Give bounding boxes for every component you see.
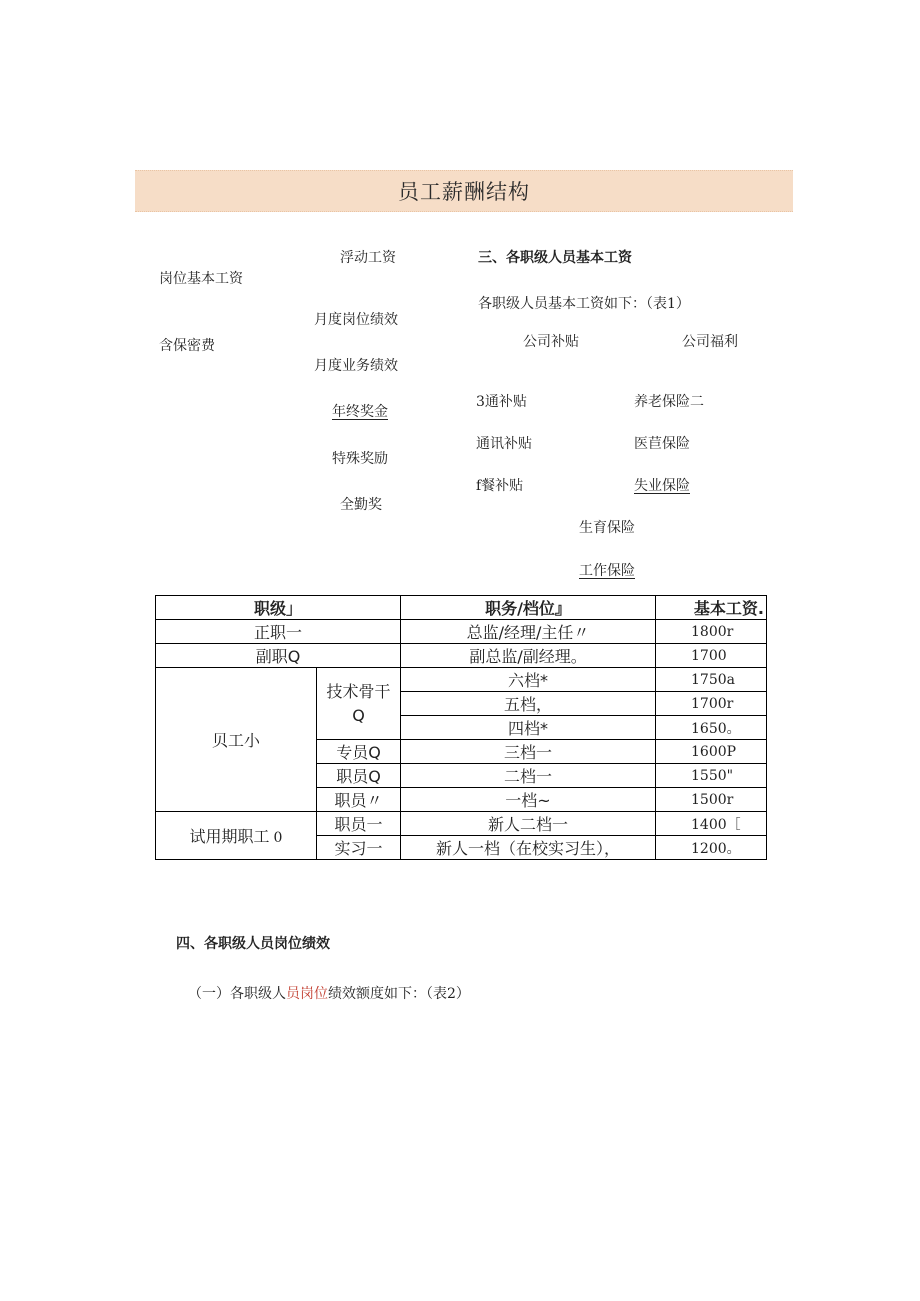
- trial-group-cell: [156, 812, 317, 860]
- salary-cell: 1700: [656, 644, 767, 668]
- position-cell: 五档，: [401, 692, 656, 716]
- header-position: 职务/档位』: [401, 596, 656, 620]
- tech-backbone-cell: 技术骨干Q: [317, 668, 401, 740]
- position-cell: 三档一: [401, 740, 656, 764]
- section-3-heading: 三、各职级人员基本工资: [478, 250, 632, 266]
- floating-salary-heading: 浮动工资: [340, 250, 396, 266]
- welfare-item: 医苣保险: [634, 436, 690, 452]
- salary-cell: 1550": [656, 764, 767, 788]
- rank-cell: 正职一: [156, 620, 401, 644]
- confidentiality-fee-label: 含保密费: [159, 338, 215, 354]
- position-cell: 新人二档一: [401, 812, 656, 836]
- salary-cell: 1600P: [656, 740, 767, 764]
- position-cell: 一档~: [401, 788, 656, 812]
- position-cell: 新人一档（在校实习生），: [401, 836, 656, 860]
- sub-rank-cell: 实习一: [317, 836, 401, 860]
- welfare-item: 养老保险二: [634, 394, 704, 410]
- attendance-bonus: 全勤奖: [340, 497, 382, 513]
- allowance-item: f餐补贴: [476, 478, 524, 494]
- header-rank: 职级」: [156, 596, 401, 620]
- sub-rank-cell: 专员Q: [317, 740, 401, 764]
- welfare-item: 失业保险: [634, 478, 690, 494]
- salary-cell: 1800r: [656, 620, 767, 644]
- table-row: [156, 668, 767, 692]
- salary-cell: 1200。: [656, 836, 767, 860]
- intro-text: （一）各职级人: [188, 986, 286, 1002]
- sub-rank-cell: 职员一: [317, 812, 401, 836]
- welfare-heading: 公司福利: [682, 334, 738, 350]
- allowance-heading: 公司补贴: [523, 334, 579, 350]
- salary-cell: 1500r: [656, 788, 767, 812]
- monthly-post-performance: 月度岗位绩效: [314, 312, 398, 328]
- staff-group-cell: 贝工小: [156, 668, 317, 812]
- year-end-bonus: 年终奖金: [332, 404, 388, 420]
- base-salary-table: [155, 595, 767, 860]
- section-3-intro: 各职级人员基本工资如下：（表1）: [478, 296, 690, 312]
- base-salary-label: 岗位基本工资: [159, 271, 243, 287]
- allowance-item: 3通补贴: [476, 394, 527, 410]
- rank-cell: 副职Q: [156, 644, 401, 668]
- position-cell: 六档*: [401, 668, 656, 692]
- salary-cell: 1650。: [656, 716, 767, 740]
- position-cell: 总监/经理/主任〃: [401, 620, 656, 644]
- position-cell: 四档*: [401, 716, 656, 740]
- sub-rank-cell: 职员〃: [317, 788, 401, 812]
- monthly-business-performance: 月度业务绩效: [314, 358, 398, 374]
- intro-text: 绩效额度如下：（表2）: [328, 986, 470, 1002]
- intro-highlight: 员岗位: [286, 986, 328, 1002]
- trial-group-mark: 0: [273, 830, 283, 846]
- sub-rank-cell: 职员Q: [317, 764, 401, 788]
- welfare-item: 工作保险: [579, 563, 635, 579]
- header-salary: 基本工资.: [656, 596, 767, 620]
- trial-group-label: 试用期职工: [189, 827, 270, 846]
- position-cell: 二档一: [401, 764, 656, 788]
- section-4-intro: [188, 983, 470, 1003]
- salary-cell: 1700r: [656, 692, 767, 716]
- table-header-row: [156, 596, 767, 620]
- salary-cell: 1750a: [656, 668, 767, 692]
- position-cell: 副总监/副经理。: [401, 644, 656, 668]
- special-reward: 特殊奖励: [332, 451, 388, 467]
- page-title: 员工薪酬结构: [135, 170, 793, 212]
- salary-cell: 1400［: [656, 812, 767, 836]
- section-4-heading: 四、各职级人员岗位绩效: [176, 936, 330, 952]
- welfare-item: 生育保险: [579, 520, 635, 536]
- table-row: [156, 620, 767, 644]
- allowance-item: 通讯补贴: [476, 436, 532, 452]
- table-row: [156, 644, 767, 668]
- table-row: [156, 812, 767, 836]
